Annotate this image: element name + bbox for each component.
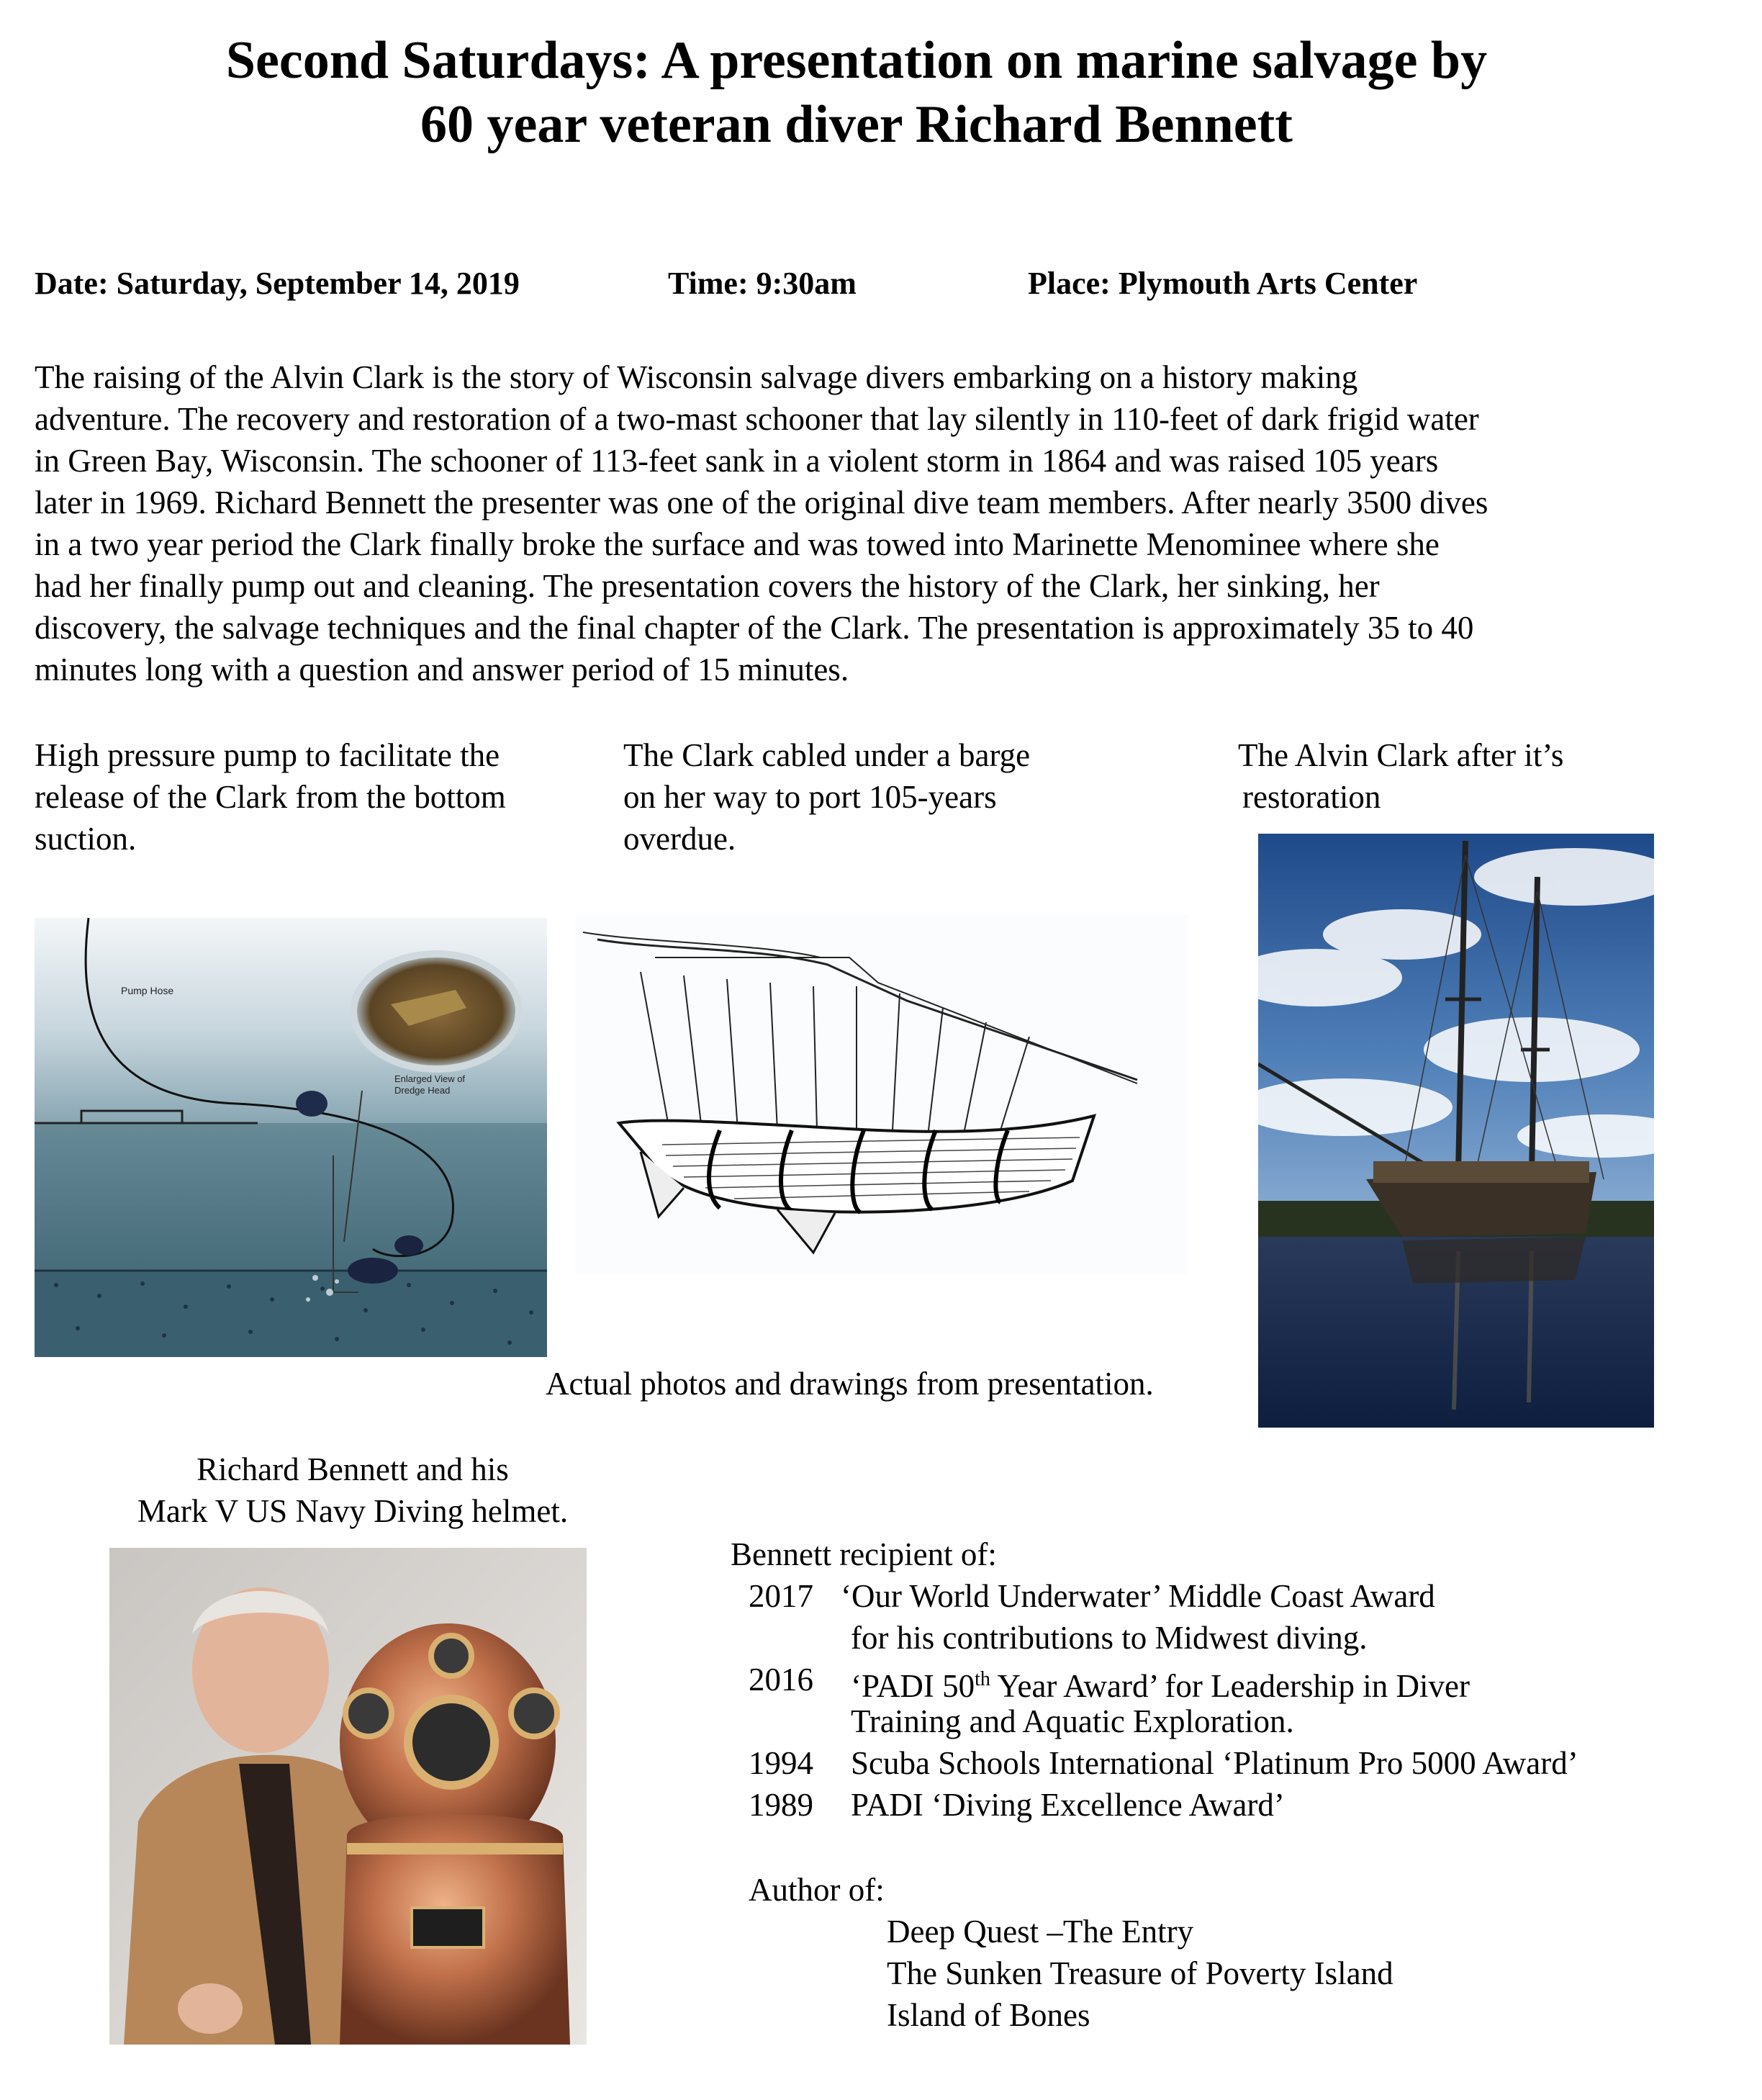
caption-pump — [35, 734, 596, 860]
book-title: Island of Bones — [887, 1997, 1090, 2033]
award-text-part: Year Award’ for Leadership in Diver — [990, 1668, 1470, 1704]
caption-actual: Actual photos and drawings from presentation. — [546, 1366, 1154, 1402]
caption-line: High pressure pump to facilitate the — [35, 737, 500, 773]
description-line: minutes long with a question and answer period of 15 minutes. — [35, 652, 849, 688]
award-text: PADI ‘Diving Excellence Award’ — [851, 1787, 1285, 1823]
award-item — [749, 1617, 1727, 1659]
award-text: ‘Our World Underwater’ Middle Coast Award — [841, 1578, 1435, 1614]
award-year: 2016 — [749, 1662, 813, 1698]
page-title — [0, 29, 1713, 157]
event-date: Date: Saturday, September 14, 2019 — [35, 266, 520, 301]
book-title: Deep Quest –The Entry — [887, 1914, 1194, 1950]
title-line-1: Second Saturdays: A presentation on marine salvage by — [225, 31, 1488, 90]
description-line: discovery, the salvage techniques and the final chapter of the Clark. The presentation is approximately 35 to 40 — [35, 610, 1474, 646]
caption-bennett — [86, 1448, 619, 1532]
awards-heading: Bennett recipient of: — [731, 1536, 997, 1572]
award-text-part: ‘PADI 50 — [851, 1668, 975, 1704]
enlarged-label-2: Dredge Head — [394, 1085, 451, 1096]
award-superscript: th — [975, 1668, 990, 1690]
award-item — [749, 1700, 1727, 1742]
title-line-2: 60 year veteran diver Richard Bennett — [420, 94, 1293, 154]
caption-line: The Alvin Clark after it’s — [1238, 737, 1564, 773]
award-text: Training and Aquatic Exploration. — [851, 1703, 1294, 1739]
schooner-photo — [1258, 834, 1654, 1428]
barge-drawing — [576, 914, 1188, 1274]
caption-line: release of the Clark from the bottom — [35, 779, 506, 815]
description-line: in a two year period the Clark finally broke the surface and was towed into Marinette Menominee where she — [35, 526, 1440, 562]
award-year: 1994 — [749, 1745, 813, 1781]
description-line: The raising of the Alvin Clark is the story of Wisconsin salvage divers embarking on a history making — [35, 359, 1358, 395]
pump-diagram-svg — [35, 918, 547, 1357]
enlarged-label-1: Enlarged View of — [394, 1073, 466, 1084]
award-item — [749, 1784, 1727, 1826]
schooner-photo-svg — [1258, 834, 1654, 1428]
caption-line: suction. — [35, 821, 137, 857]
award-year: 2017 — [749, 1578, 813, 1614]
caption-line: Mark V US Navy Diving helmet. — [137, 1493, 569, 1529]
award-item — [749, 1742, 1727, 1784]
bennett-photo-svg — [109, 1548, 587, 2045]
award-text — [851, 1659, 1470, 1707]
caption-line: on her way to port 105-years — [623, 779, 997, 815]
description-line: in Green Bay, Wisconsin. The schooner of 113-feet sank in a violent storm in 1864 and was raised 105 years — [35, 443, 1439, 479]
pump-hose-label: Pump Hose — [121, 985, 174, 996]
barge-drawing-svg — [576, 914, 1188, 1274]
award-item — [749, 1659, 1727, 1704]
pump-diagram — [35, 918, 547, 1357]
event-place: Place: Plymouth Arts Center — [1028, 266, 1418, 301]
caption-line: overdue. — [623, 821, 736, 857]
description-line: adventure. The recovery and restoration of a two-mast schooner that lay silently in 110-feet of dark frigid water — [35, 401, 1479, 437]
award-text: Scuba Schools International ‘Platinum Pro 5000 Award’ — [851, 1745, 1578, 1781]
description-paragraph — [35, 356, 1719, 690]
event-time: Time: 9:30am — [668, 266, 857, 301]
caption-line: restoration — [1242, 779, 1381, 815]
caption-restored — [1238, 734, 1684, 818]
underwater-diver — [348, 1258, 398, 1284]
description-line: had her finally pump out and cleaning. The presentation covers the history of the Clark, her sinking, her — [35, 568, 1380, 604]
barge-diver — [296, 1091, 327, 1117]
award-text: for his contributions to Midwest diving. — [851, 1620, 1368, 1656]
author-heading: Author of: — [749, 1872, 885, 1908]
award-item — [749, 1575, 1727, 1617]
award-year: 1989 — [749, 1787, 813, 1823]
caption-line: Richard Bennett and his — [196, 1451, 509, 1487]
caption-line: The Clark cabled under a barge — [623, 737, 1031, 773]
caption-barge — [623, 734, 1127, 860]
bennett-photo — [109, 1548, 587, 2045]
book-title: The Sunken Treasure of Poverty Island — [887, 1955, 1393, 1991]
description-line: later in 1969. Richard Bennett the presenter was one of the original dive team members. After nearly 3500 dives — [35, 485, 1488, 521]
